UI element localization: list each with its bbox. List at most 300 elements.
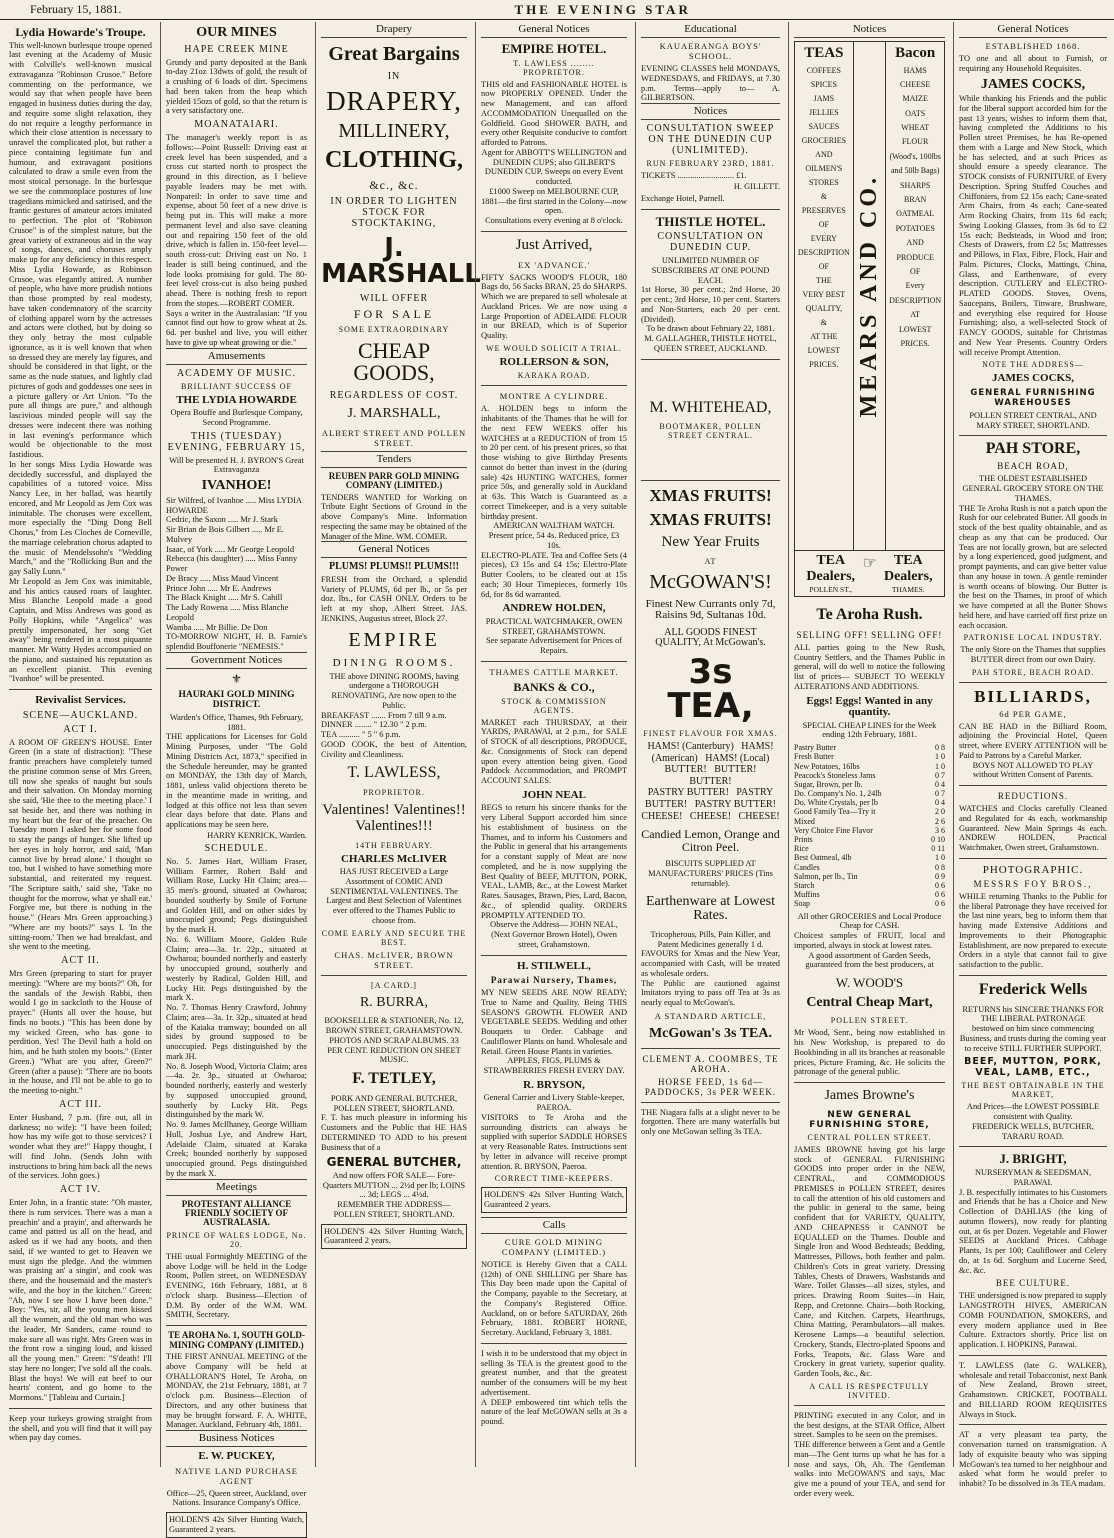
crest-icon: ⚜ [231, 671, 242, 686]
signature: H. GILLETT. [733, 181, 780, 191]
ad-text: THAMES. [891, 585, 925, 594]
ad-text: bestowed on him since commencing Business, and trusts during the coming year to receive STILL FURTHER SUPPORT. [959, 1024, 1109, 1053]
ad-text: FRESH from the Orchard, a splendid Variety of PLUMS, 6d per lb., or 5s per doz. lbs., for CASH ONLY. Orders to be left at my shop, Albert Street. JAS. JENKINS, Augustus street, Block 27. [321, 574, 470, 623]
act-label: ACT I. [63, 723, 98, 735]
advertiser-name: JAMES COCKS, [992, 372, 1074, 385]
goods-list-item: PRODUCE [896, 252, 934, 262]
ad-text: 14TH FEBRUARY. [355, 840, 433, 850]
ad-text: ESTABLISHED 1868. [985, 41, 1081, 51]
ad-text: BRILLIANT SUCCESS OF [181, 381, 292, 391]
ad-headline: GENERAL BUTCHER, [326, 1155, 462, 1170]
divider [959, 1424, 1107, 1425]
act-label: ACT III. [59, 1098, 102, 1110]
ad-text: THE OLDEST ESTABLISHED GENERAL GROCERY STORE ON THE THAMES. [962, 474, 1106, 503]
ad-text: MY NEW SEEDS ARE NOW READY; True to Name and Quality. Being THIS SEASON'S GROWTH. FLOWER AND VEGETABLE SEEDS. Wedding and other Bouquets to Order. Cabbage and Cauliflower Plants on hand. Wholesale and Retail. Green House Plants in varieties. [481, 988, 630, 1056]
price-item: Soap [794, 899, 810, 909]
ad-text: COME EARLY AND SECURE THE BEST. [321, 928, 467, 947]
ad-text: AT [704, 556, 717, 566]
goods-list-item: & [820, 191, 827, 201]
advertiser-name: Frederick Wells [978, 980, 1088, 998]
price-value: 0 8 [935, 862, 945, 872]
price-item: Fresh Butter [794, 752, 834, 762]
divider [959, 435, 1107, 436]
goods-list-item: AT [910, 310, 921, 320]
ad-headline: EMPIRE [348, 628, 440, 651]
divider [9, 689, 152, 690]
ad-text: J. B. respectfully intimates to his Customers and Friends that he has a Choice and New Collection of DAHLIAS (the king of autumn flowers), now ready for planting out, at 6s per Dozen. Vegetable and Flower SEEDS at Auckland Prices. Cabbage Plants, 1s per 100; Cauliflower and Celery do, at 1s 6d. Sorghum and Lucerne Seed, &c. &c. [959, 1187, 1110, 1275]
ad-text: And now offers FOR SALE— Fore-Quarters MUTTON ... 2½d per lb; LOINS ... 3d; LEGS ... 4½d. [322, 1170, 468, 1200]
ad-text: RETURNS his SINCERE THANKS FOR THE LIBERAL PATRONAGE [962, 1004, 1106, 1024]
notice-text: NOTICE is Hereby Given that a CALL (12th) of ONE SHILLING per Share has This Day been made upon the Capital of the Company, payable to the Secretary, at the Company's Registered Office. Auckland, on or before SATURDAY, 26th February, 1881. ROBERT HORNE, Secretary. Auckland, February 3, 1881. [481, 1259, 630, 1338]
ad-text: KARAKA ROAD. [517, 371, 591, 381]
ad-text: FIFTY SACKS WOOD'S FLOUR, 180 Bags do, 56 Sacks BRAN, 25 do SHARPS. Which we are prepared to sell wholesale at Auckland Prices. We are now using a Large Proportion of ADELAIDE FLOUR in our BREAD, which is of Superior Quality. [481, 272, 630, 341]
advertiser-name: JOHN NEAL [522, 788, 586, 801]
article-heading: Lydia Howarde's Troupe. [15, 25, 146, 39]
article-paragraph: Enter John, in a frantic state: "Oh master, there is rum services. There was a man a preachin' and a prayin', and afterwards he came and patted us all on the head, and asked us if we had any boots, and then said, if we wanted to get to Heaven we must sign the pledge. And the wimmen was praising an' a singin', and cook was there, and the housemaid and the master's wife, and the boy in the kitchen." Green: "Ah, now I see how I have been done." Boy: "Yes, sir, all the young men kissed all the women, and the old man who was the leader, Mr Sanders, came round to make sure all was right. Mrs Green was in the front row a singing loud, and kissed all the young men." Green: "S'death! I'll stay here no longer; I've sold all the coals. Blast the boys! We will eat beef to our hearts' content, and go home to the Mormons." [Tableau and Curtain.] [9, 1198, 155, 1403]
goods-list-item: AND [906, 238, 924, 248]
ad-text: Will be presented H. J. BYRON'S Great Extravaganza [169, 455, 306, 475]
tea-dealers-text: TEA Dealers, [883, 553, 933, 584]
article-paragraph: Mr Leopold as Jem Cox was inimitable, and his antics caused roars of laughter. Miss Blanche Leopold made a good Captain, and Miss Andrews was good as Polly Hopkins, while "Angelica" was prettily impersonated, her song "Get away" being rendered in a most piquante manner. Mr Watty Hydes accompanied on the piano, and sustained his reputation as an excellent pianist. This evening "Ivanhoe" will be presented. [9, 576, 155, 684]
price-row [794, 890, 945, 899]
price-row [794, 743, 945, 752]
tea-dealers-text: TEA Dealers, [806, 553, 856, 584]
price-item: Muffins [794, 890, 820, 900]
ad-text: BISCUITS SUPPLIED AT MANUFACTURERS' PRICES (Tins returnable). [648, 859, 776, 888]
ad-text: TICKETS ........................... £1. [641, 171, 747, 180]
divider [481, 231, 627, 232]
ad-headline: CONSULTATION ON DUNEDIN CUP. [657, 231, 764, 254]
ad-text: &c., &c. [369, 178, 419, 192]
price-item: Do. White Crystals, per lb [794, 798, 878, 808]
advertiser-name: H. STILWELL, [517, 959, 591, 972]
ad-text: ELECTRO-PLATE. Tea and Coffee Sets (4 pieces), £3 15s and £4 15s; Electro-Plate Butter Coolers, to be cleared out at 15s each; 30 Hour Timepieces, formerly 10s 6d, for 8s 6d warranted. [481, 550, 630, 599]
ad-headline: PLUMS! PLUMS!! PLUMS!!! [329, 561, 459, 573]
goods-list-item: JAMS [813, 93, 835, 103]
section-label: Tenders [321, 451, 467, 468]
ad-headline: EMPIRE HOTEL. [501, 41, 607, 56]
section-label: General Notices [481, 22, 627, 38]
goods-list-item: THE [816, 275, 832, 285]
notice-title: REUBEN PARR GOLD MINING COMPANY (LIMITED.) [328, 470, 460, 491]
divider [959, 858, 1107, 859]
ad-text: NOTE THE ADDRESS— [982, 360, 1084, 370]
goods-list-item: FLOUR [902, 137, 929, 147]
ad-text: THIS (TUESDAY) EVENING, FEBRUARY 15, [167, 430, 306, 453]
ad-text: THE above DINING ROOMS, having undergone a THOROUGH RENOVATING, Are now open to the Public. [329, 671, 461, 710]
divider [641, 1048, 780, 1049]
goods-list-item: PRESERVES [801, 205, 846, 215]
ad-text: VISITORS to Te Aroha and the surrounding districts can always be supplied with superior SADDLE HORSES at very Reasonable Rates. Instructions sent by letter in advance will receive prompt attention. R. BRYSON, Paeroa. [481, 1112, 630, 1171]
article-paragraph: The manager's weekly report is as follows:—Point Russell: Driving east at creek level has been suspended, and a cross cut started north to prospect the ground in this direction, as I believe payable leaders may be met with. Nonpareil: In order to save time and expense, about 50 feet of a new drive is being put in. This will make a more permanent level and also save cleaning out and repairing 150 feet of the old drive, which is fallen in. 150-feet level—south cross-cut: Driving east on No. 1 leader is still being continued, and the lode looks promising for gold. The 80-feet level cross-cut is also being pushed ahead. There is nothing fresh to report from the stopes.—ROBERT COMER. [166, 133, 310, 308]
price-item: Very Choice Fine Flavor [794, 825, 873, 835]
divider [481, 385, 627, 386]
ad-text: HAS JUST RECEIVED a Large Assortment of COMIC AND SENTIMENTAL VALENTINES. The Largest and Best Selection of Valentines ever offered to the Thames Public to choose from. [326, 867, 464, 925]
advertiser-name: JAMES COCKS, [980, 76, 1086, 92]
ad-text: AMERICAN WALTHAM WATCH. Present price, 54 4s. Reduced price, £3 10s. [488, 521, 622, 550]
notice-text: THE applications for Licenses for Gold Mining Purposes, under "The Gold Mining Districts Act, 1873," specified in the Schedule hereunder, may be granted on MONDAY, the 13th day of March, 1881, unless valid objections thereto be in the meantime made in writing, and lodged at this office not less than seven clear days before that date. Plans and applications may be seen here. [166, 732, 310, 830]
issue-date: February 15, 1881. [30, 2, 122, 16]
ad-headline: BEE CULTURE. [995, 1278, 1071, 1289]
ad-text: Choicest samples of FRUIT, local and imported, always in stock at lowest rates. [794, 931, 948, 950]
ad-text: PHOTOS AND SCRAP ALBUMS. 33 PER CENT. REDUCTION ON SHEET MUSIC. [327, 1035, 463, 1065]
newspaper-title: THE EVENING STAR [514, 1, 691, 17]
ad-text: THE BEST OBTAINABLE IN THE MARKET, [961, 1081, 1105, 1100]
price-row [794, 817, 945, 826]
ad-headline: MONTRE A CYLINDRE. [499, 391, 609, 402]
price-value: 0 7 [935, 770, 945, 780]
mears-name: MEARS AND CO. [856, 174, 882, 418]
price-value: 0 6 [935, 899, 945, 909]
article-paragraph: Grundy and party deposited at the Bank to-day 21oz 13dwts of gold, the result of a crushing of 6 loads of dirt. Specimens had been taken from the heap which yielded 15ozs of gold, so that the return is a very satisfactory one. [166, 57, 310, 116]
ad-headline: DRAPERY, [326, 86, 462, 116]
ad-text: The only Store on the Thames that supplies BUTTER direct from our own Dairy. [960, 645, 1108, 665]
advertiser-name: MESSRS FOY BROS., [973, 878, 1093, 889]
ad-headline: New Year Fruits [661, 534, 760, 551]
ad-text: £1000 Sweep on MELBOURNE CUP, 1881—the first started in the Colony—now open. [481, 186, 630, 216]
divider [959, 975, 1107, 976]
price-item: Best Oatmeal, 4lb [794, 853, 852, 863]
goods-list-item: SPICES [810, 79, 837, 89]
divider [959, 682, 1107, 683]
notice-text: EVENING CLASSES held MONDAYS, WEDNESDAYS, and FRIDAYS, at 7.30 p.m. Terms—apply to— A. GILBERTSON. [641, 64, 783, 103]
ad-headline: BILLIARDS, [974, 686, 1092, 706]
price-value: 1 0 [935, 761, 945, 771]
price-row [794, 807, 945, 816]
ad-text: GOOD COOK, the best of Attention, Civility and Cleanliness. [321, 739, 470, 759]
ad-headline: McGowan's 3s TEA. [648, 1025, 773, 1041]
price-value: 0 9 [935, 871, 945, 881]
price-row [794, 844, 945, 853]
ad-headline: Just Arrived, [515, 236, 593, 253]
column-3 [315, 22, 481, 1467]
ad-text: WHILE returning Thanks to the Public for the liberal Patronage they have received for the last nine years, beg to inform them that having made Extensive Additions and Improvements to their Photographic Establishment, are now prepared to execute Orders in a style that cannot fail to give satisfaction to the public. [959, 891, 1110, 970]
ad-headline: CORRECT TIME-KEEPERS. [494, 1174, 614, 1184]
price-value: 0 8 [935, 743, 945, 753]
price-value: 3 6 [935, 825, 945, 835]
ad-text: Agent for ABBOTT'S WELLINGTON and DUNEDIN CUPS; also GILBERT'S DUNEDIN CUP. Sweeps on every Event conducted. [481, 147, 629, 187]
goods-list-item: OF [818, 261, 829, 271]
ad-text: PASTRY BUTTER! PASTRY BUTTER! PASTRY BUTTER! [645, 787, 776, 810]
notice-title: PROTESTANT ALLIANCE FRIENDLY SOCIETY OF AUSTRALASIA. [181, 1198, 292, 1228]
ad-text: Finest New Currants only 7d, Raisins 9d, Sultanas 10d. [645, 597, 776, 622]
ad-text: TO-MORROW NIGHT, H. B. Farnie's splendid Bouffonerie "NEMESIS." [166, 632, 310, 652]
ad-headline: XMAS FRUITS! [649, 486, 772, 506]
ad-text: POLLEN STREET. [830, 1016, 909, 1026]
ad-text: IN ORDER TO LIGHTEN STOCK FOR STOCKTAKING, [330, 196, 458, 229]
advertiser-name: CHARLES McLIVER [340, 852, 448, 865]
ad-text: I wish it to be understood that my object in selling 3s TEA is the greatest good to the greatest number, and that the greatest number of the consumers will be my best advertisement. [481, 1348, 630, 1397]
advertiser-name: T. LAWLESS, [347, 764, 441, 782]
goods-list-item: POTATOES [895, 223, 935, 233]
ad-headline: BEEF, MUTTON, PORK, VEAL, LAMB, ETC., [964, 1056, 1102, 1079]
ad-headline: THAMES CATTLE MARKET. [489, 666, 619, 677]
article-paragraph: Mrs Green (preparing to start for prayer meeting): "Where are my boots?" Oh, for the sandals of the Jewish Rabbi, then would I go in sackcloth to the House of prayer." (Hunts all over the house, but finds no boots.) "This has been done by my wicked Green, who has gone to perdition. Yes! The Devil hath a hold on him, and he hath stolen my boots." (Enter Green.) "What are you after, Green?" Green (after a pause): "There are no boots in the house, and I'll not be able to go to the meeting to-night." [9, 969, 155, 1096]
troupe-name: THE LYDIA HOWARDE [176, 393, 297, 406]
goods-list-item: GROCERIES [801, 135, 847, 145]
advertiser-name: M. WHITEHEAD, [649, 398, 772, 416]
notice-title: HAURAKI GOLD MINING DISTRICT. [178, 689, 295, 710]
ad-text: All other GROCERIES and Local Produce Cheap for CASH. [797, 911, 944, 931]
goods-list-item: PRICES. [900, 338, 930, 348]
goods-list-item: SHARPS [900, 180, 931, 190]
venue-title: ACADEMY OF MUSIC. [176, 367, 297, 379]
ad-text: MARKET each THURSDAY, at their YARDS, PARAWAI, at 2 p.m., for SALE of STOCK of all descriptions, PRODUCE, &c. Consignments of Stock can depend upon every attention being given. Good Paddock Accommodation, and PROMPT ACCOUNT SALES. [481, 717, 630, 786]
advertiser-name: R. BURRA, [359, 994, 429, 1010]
advertiser-name: CLEMENT A. COOMBES, TE AROHA. [642, 1053, 779, 1074]
ad-text: TO one and all about to Furnish, or requiring any Household Requisites. [959, 54, 1110, 73]
ad-headline: Eggs! Eggs! Wanted in any quantity. [806, 694, 933, 719]
price-item: Peacock's Stoneless Jams [794, 770, 876, 780]
column-2 [160, 22, 312, 1534]
goods-list-item: SAUCES [808, 121, 840, 131]
price-item: New Potatoes, 16lbs [794, 761, 860, 771]
goods-list-item: BRAN [904, 195, 927, 205]
ad-text: Consultations every evening at 8 o'clock. [485, 216, 623, 226]
ad-headline: PHOTOGRAPHIC. [982, 863, 1084, 876]
divider [481, 661, 627, 662]
ad-text: APPLES, FIGS, PLUMS & STRAWBERRIES FRESH EVERY DAY. [483, 1056, 625, 1076]
ad-text: THE undersigned is now prepared to supply LANGSTROTH HIVES, AMERICAN COMB FOUNDATION, SMOKERS, and every modern appliance used in Bee Culture. Extractors shortly. Price list on application. I. HOPKINS, Parawai. [959, 1291, 1110, 1350]
advertiser-name: PAH STORE, [985, 440, 1081, 458]
section-label: General Notices [321, 541, 467, 558]
ad-text: PRINTING executed in any Color, and in the best designs, at the STAR Office, Albert street. Samples to be seen on the premises. [794, 1410, 948, 1440]
ad-headline: MILLINERY, [338, 120, 450, 142]
act-label: ACT IV. [59, 1184, 102, 1196]
section-label: Business Notices [166, 1430, 307, 1447]
article-paragraph: Says a writer in the Australasian: "If you cannot find out how to grow wheat at 2s. 6d. per bushel and live, you will either have to give up wheat growing or die." [166, 308, 310, 347]
ad-text: Candied Lemon, Orange and Citron Peel. [641, 827, 780, 854]
ad-text: ALL parties going to the New Rush, Country Settlers, and the Thames Public in general, will do well to notice the following list of prices— SUBJECT TO WEEKLY ALTERATIONS AND ADDITIONS. [794, 642, 948, 691]
ad-text: Observe the Address— JOHN NEAL, (Next Governor Brown Hotel), Owen street, Grahamstown. [490, 920, 620, 949]
goods-list-item: PRICES. [809, 359, 839, 369]
ad-text: The Public are cautioned against Imitators trying to pass off Tea at 3s as nearly equal to McGowan's. [641, 978, 783, 1008]
goods-list-item: WHEAT [901, 123, 930, 133]
price-value: 0 11 [931, 844, 945, 854]
ad-text: ALBERT STREET AND POLLEN STREET. [321, 427, 467, 448]
goods-list-item: EVERY [810, 233, 837, 243]
article-paragraph: Enter Husband, 7 p.m. (fire out, all in darkness; no wife): "I have been foiled; how has my wife got to those services? I wonder what they are!" Happy thought, I will find John. (Sends John with instructions to bring him back all the news of the services. John goes.) [9, 1112, 155, 1181]
notice-title: KAUAERANGA BOYS' SCHOOL. [659, 41, 762, 61]
price-row [794, 780, 945, 789]
ad-text: While thanking his Friends and the public for the liberal support accorded him for the past 13 years, wishes to inform them that, having completed the Additions to his Pollen street Premises, he has Re-opened them with a Large and New Stock, which he has selected, and at such Prices as should ensure a speedy clearance. The STOCK consists of FURNITURE of Every Description. Spring Stuffed Couches and Chiffoniers, from £2 15s each; Cane-seated Arm Chairs, from 4s each; Cane-seated Arm Rocking Chairs, from 11s 6d each; Swing Looking Glasses, from 3s 6d to £2 15s each; Bedsteads, in Wood and Iron; Chests of Drawers, from £2 5s; Mattresses and Pillows, in Flax, Fibre, Flock, Hair and Palm. Pictures, Clocks, Mattings, China, Glass, and Earthenware, of every description. CUTLERY and ELECTRO-PLATED GOODS. Stoves, Ovens, Saucepans, Boilers, Tinware, Brushware, and everything else required for House Furnishing; also, a well-selected Stock of FANCY GOODS, suitable for Christmas and New Year Presents. Country Orders will receive Prompt Attention. [959, 94, 1110, 357]
price-value: 2 6 [935, 816, 945, 826]
goods-list-item: STORES [809, 177, 839, 187]
schedule-label: SCHEDULE. [204, 842, 269, 854]
section-label: Meetings [166, 1179, 307, 1196]
ad-text: BOYS NOT ALLOWED TO PLAY without Written Consent of Parents. [972, 760, 1096, 780]
price-value: 2 0 [935, 807, 945, 817]
ad-text: WE WOULD SOLICIT A TRIAL. [486, 343, 622, 353]
mine-name: HAPE CREEK MINE [184, 43, 289, 55]
column-1 [4, 22, 157, 1467]
ad-text: T. LAWLESS ........ PROPRIETOR. [513, 58, 595, 77]
goods-list-item: HAMS [903, 65, 927, 75]
ad-text: FOR SALE [353, 307, 435, 321]
section-label: Drapery [321, 22, 467, 38]
divider [959, 1146, 1107, 1147]
divider [794, 1082, 945, 1083]
ad-headline: Earthenware at Lowest Rates. [645, 893, 776, 924]
price-row [794, 762, 945, 771]
tea-dealers-row [794, 551, 945, 597]
goods-list-item: OATS [905, 108, 926, 118]
act-label: ACT II. [61, 955, 100, 967]
price-value: 0 6 [935, 890, 945, 900]
ad-text: THE Niagara falls at a slight never to be forgotten. There are many waterfalls but only one McGowan selling 3s TEA. [641, 1107, 783, 1137]
mears-advert [794, 41, 945, 551]
notice-title: CURE GOLD MINING COMPANY (LIMITED.) [501, 1236, 607, 1257]
price-value: 1 0 [935, 752, 945, 762]
ad-text: RUN FEBRUARY 23RD, 1881. [646, 159, 775, 168]
ad-text: ALL GOODS FINEST QUALITY, At McGowan's. [655, 626, 766, 649]
goods-list-item: DESCRIPTION [889, 295, 942, 305]
ad-text: CHEESE! CHEESE! CHEESE! [641, 810, 780, 822]
divider [794, 1405, 945, 1406]
goods-list-item: OATMEAL [896, 209, 935, 219]
ad-text: BOOKSELLER & STATIONER, No. 12, BROWN STREET, GRAHAMSTOWN. [324, 1016, 466, 1036]
divider [959, 785, 1107, 786]
advertiser-name: McGOWAN'S! [649, 570, 772, 593]
column-4 [475, 22, 632, 1467]
ad-headline: NEW GENERAL FURNISHING STORE, [809, 1109, 930, 1130]
ad-text: See separate Advertisement for Prices of Repairs. [485, 636, 625, 656]
ad-text: SPECIAL CHEAP LINES for the Week ending 12th February, 1881. [802, 720, 939, 740]
ad-text: CHAS. McLIVER, BROWN STREET. [334, 949, 454, 970]
divider [641, 209, 780, 210]
ad-text: PORK AND GENERAL BUTCHER, POLLEN STREET, SHORTLAND. [330, 1093, 460, 1113]
notice-text: THE FIRST ANNUAL MEETING of the above Company will be held at O'HALLORAN'S Hotel, Te Aroha, on MONDAY, the 21st February, 1881, at 7 o'clock p.m. Business—Election of Directors, and any other business that may be brought forward. F. A. WHITE, Manager. Auckland, February 4th, 1881. [166, 1352, 310, 1430]
notice-text: TENDERS WANTED for Working on Tribute Eight Sections of Ground in the above Company's Mine. Information respecting the same may be obtained of the Manager of the Mine. WM. COMER. [321, 492, 470, 541]
price-item: Mixed [794, 816, 815, 826]
goods-list-item: (Wood's, 100lbs [889, 151, 941, 161]
column-7 [953, 22, 1112, 1489]
ad-headline: CHEAP GOODS, [353, 338, 435, 385]
advertiser-name: ROLLERSON & SON, [499, 355, 609, 368]
ad-text: SELLING OFF! SELLING OFF! [796, 629, 943, 640]
ad-text: Warden's Office, Thames, 9th February, 1881. [169, 712, 306, 732]
ad-text: WATCHES and Clocks carefully Cleaned and Regulated for 4s each, workmanship Guaranteed. New Main Springs 4s each. ANDREW HOLDEN, Practical Watchmaker, Owen street, Grahamstown. [959, 804, 1110, 853]
price-item: Rice [794, 844, 809, 854]
ad-headline: Te Aroha Rush. [816, 606, 923, 623]
column-5 [635, 22, 785, 1467]
ad-text: WILL OFFER [359, 293, 429, 304]
price-item: Do. Company's No. 1, 24lb [794, 789, 882, 799]
advertiser-name: J. MARSHALL, [347, 406, 441, 421]
ad-text: F. T. has much pleasure in informing his Customers and the Public that HE HAS DETERMINED TO ADD to his present Business that of a [321, 1113, 470, 1152]
article-paragraph: In her songs Miss Lydia Howarde was decidedly successful, and displayed the capabilities of a tutored voice. Miss Nancy Lee, in her ballad, was heartily encored, and Mr Leopold as Jem Cox was inimitable. The choruses were excellent, more especially the "Ding Dong Bell Chorus," from Les Cloches de Corneville, the marriage celebration chorus adapted to the music of Mendelssohn's "Wedding March," and the "Rollicking Bun and the gay Sally Lunn." [9, 459, 155, 577]
goods-list-item: AND [815, 149, 833, 159]
divider [166, 1325, 307, 1326]
ad-text: To be drawn about February 22, 1881. [646, 324, 775, 334]
ad-headline: DINING ROOMS. [332, 656, 456, 669]
goods-list-right [886, 42, 944, 550]
goods-list-item: MAIZE [902, 94, 928, 104]
scene-label: SCENE—AUCKLAND. [22, 709, 139, 721]
section-label: General Notices [959, 22, 1107, 38]
notice-title: TE AROHA No. 1, SOUTH GOLD-MINING COMPANY (LIMITED.) [168, 1330, 305, 1350]
ad-headline: PATRONISE LOCAL INDUSTRY. [963, 633, 1103, 643]
price-row [794, 752, 945, 761]
price-value: 0 6 [935, 880, 945, 890]
goods-list-item: OF [818, 219, 829, 229]
article-paragraph: A ROOM OF GREEN'S HOUSE. Enter Green (in a state of distraction): "These frantic preachers have completely turned the pristine common sense of Mrs Green, till now she speaks of naught but souls and their salvation. On Monday morning she said, 'Hie thee to the meeting place.' I sat beside her, and there was nothing in my heart but the fear of the preacher. On Tuesday morn I asked her for some food to stay the pangs of hunger. She lifted up her eyes in holy horror, and said, 'Man cannot live by bread alone.' I thought so too, but I wished to have something more substantial, and reiterated my request. 'The Scripture saith,' said she, 'Take no thought for the morrow, what ye shall eat.' Forgive me, but there is nothing in the house." (Hears Mrs Green approaching.) "Where are my boots?" says I. 'In the sitting-room.' Then we had breakfast, and she went to the meeting. [9, 737, 155, 952]
ad-text: JAMES BROWNE having got his large stock of GENERAL FURNISHING GOODS into proper order in the NEW, CENTRAL, and COMMODIOUS PREMISES in POLLEN STREET, desires to call the attention of his old customers and the public in general to the same, being confident that for VARIETY, QUALITY, AND CHEAPNESS it CANNOT be EQUALLED on the Thames. Double and Single Iron and Wood Bedsteads; Bedding, Mattresses, Pillows, both feather and palm. Children's Cots in great variety. Dressing Tables, Chests of Drawers, Washstands and Ware. Toilet Glasses—all sizes, styles, and prices. Drawing Room Suites—in Hair, Repp, and Cretonne. Chairs—both Rocking, Cane, and Kitchen. Carpets, Hearthrugs, China Matting, Perambulators—all makes. Kerosene Lamps—a beautiful selection. Crockery, Stands, Electro-plated Spoons and Forks, Teapots, &c. Glass Ware and Crockery in great variety, superior quality. Garden Tools, &c., &c. [794, 1144, 948, 1379]
price-row [794, 771, 945, 780]
ad-text: CENTRAL POLLEN STREET. [807, 1132, 932, 1142]
goods-list-item: LOWEST [898, 324, 932, 334]
article-heading: Revivalist Services. [35, 694, 126, 707]
goods-list-item: OILMEN'S [805, 163, 843, 173]
goods-list-item: COFFEES [806, 65, 841, 75]
ad-headline: CLOTHING, [324, 147, 464, 173]
section-label: Government Notices [166, 652, 307, 669]
advertiser-name: E. W. PUCKEY, [198, 1450, 275, 1463]
ad-text: Parawai Nursery, Thames, [490, 975, 618, 986]
price-row [794, 899, 945, 908]
goods-list-item: CHEESE [900, 79, 931, 89]
ad-text: HOLDEN'S 42s Silver Hunting Watch, Guaranteed 2 years. [321, 1224, 467, 1250]
ad-text: PAH STORE, BEACH ROAD. [971, 667, 1095, 677]
tea-dealers-right [877, 553, 940, 594]
ad-headline: Valentines! Valentines!! Valentines!!! [322, 802, 466, 834]
ad-text: AT a very pleasant tea party, the conversation turned on transmigration. A lady of exquisite beauty who was sipping McGowan's tea turned to her neighbour and asked what form he would prefer to inhabit? To be dissolved in 3s TEA madam. [959, 1430, 1110, 1489]
meal-times: BREAKFAST ....... From 7 till 9 a.m. DINNER ........ " 12.30 " 2 p.m. TEA .......... " 5 " 6 p.m. [321, 710, 447, 740]
ad-text: General Carrier and Livery Stable-keeper, PAEROA. [483, 1093, 627, 1113]
ad-text: HAMS! (Canterbury) HAMS! (American) HAMS! (Local) [647, 740, 777, 764]
advertiser-name: F. TETLEY, [352, 1070, 436, 1088]
price-value: 1 0 [935, 853, 945, 863]
ad-text: CAN BE HAD in the Billiard Room, adjoining the Provincial Hotel, Queen street, where EVERY ATTENTION will be Paid to Patrons by a Careful Marker. [959, 721, 1110, 760]
filler-paragraph: Keep your turkeys growing straight from the shell, and you will find that it will pay when pay day comes. [9, 1413, 155, 1443]
ad-text: HORSE FEED, 1s 6d—PADDOCKS, 3s PER WEEK. [644, 1076, 777, 1097]
ad-headline: GENERAL FURNISHING WAREHOUSES [970, 387, 1096, 408]
divider [641, 1102, 780, 1103]
ad-text: And Prices—the LOWEST POSSIBLE consistent with Quality. [966, 1102, 1102, 1122]
ad-text: A. HOLDEN begs to inform the inhabitants of the Thames that he will for the next FEW WEEKS offer his WATCHES at a REDUCTION of from 15 to 20 per cent. of his present prices, so that those wishing to give Birthday Presents cannot do better than invest in the (during sale) 42s HUNTING WATCHES, former price 50s, and generally sold in Auckland at 63s. This Watch is Guaranteed as a correct Timekeeper, and is a very suitable birthday present. [481, 404, 630, 521]
price-row [794, 826, 945, 835]
cast-list: Sir Wilfred, of Ivanhoe ..... Miss LYDIA HOWARDE Cedric, the Saxon ..... Mr J. Stark Sir Brian de Bois Gilbert ..... Mr E. Mulvey Isaac, of York ..... Mr George Leopold Rebecca (his daughter) ..... Miss Fanny Power De Bracy ..... Miss Maud Vincent Prince John ..... Mr E. Andrews The Black Knight ..... Mr S. Cahill The Lady Rowena ..... Miss Blanche Leopold Wamba ..... Mr Billie. De Don [166, 495, 302, 632]
divider [641, 480, 780, 481]
goods-list-item: VERY BEST [802, 289, 846, 299]
ad-text: POLLEN STREET CENTRAL, AND MARY STREET, SHORTLAND. [969, 410, 1099, 430]
ad-text: THE difference between a Gent and a Gentle man—The Gent turns up what he has for a nose and says, Oh, Ah. The Gentleman walks into McGOWAN'S and says, Mac give me a pound of your TEA, and send for order every week. [794, 1440, 948, 1498]
ad-headline: REDUCTIONS. [997, 791, 1069, 802]
ad-text: BOOTMAKER, POLLEN STREET CENTRAL. [659, 422, 762, 441]
divider [9, 1408, 152, 1409]
divider [481, 1343, 627, 1344]
price-row [794, 853, 945, 862]
price-item: Prints [794, 835, 813, 845]
lodge-name: PRINCE OF WALES LODGE, No. 20. [166, 1230, 307, 1249]
ad-text: BEACH ROAD, [997, 461, 1069, 472]
goods-list-item: AT THE [810, 331, 838, 341]
price-row [794, 798, 945, 807]
ad-text: FINEST FLAVOUR FOR XMAS. [643, 728, 778, 738]
ad-text: FAVOURS for Xmas and the New Year, accompanied with Cash, will be treated as wholesale orders. [641, 949, 783, 978]
price-value: 0 4 [935, 798, 945, 808]
divider [959, 1355, 1107, 1356]
price-item: Starch [794, 880, 815, 890]
price-item: Good Family Tea—Try it [794, 807, 876, 817]
price-row [794, 863, 945, 872]
price-item: Salmon, per lb., Tin [794, 871, 858, 881]
article-paragraph: This well-known burlesque troupe opened last evening at the Academy of Music with Colville's well-known musical extravaganza "Robinson Crusoe." Before commenting on the performance, we would say that when people have been engaged in business duties during the day, and require some slight relaxation, they do not require a lengthy performance in which their close attention is necessary to unravel the complicated plot, but rather a piece containing legitimate fun and humour, and extravagant positions calculated to draw a smile even from the most stoical personage. In the burlesque we see the commonplace postures of low tragedians mimicked and satirised, and the frantic gestures of amateur actors imitated to perfection. The plot of "Robinson Crusoe" is of the simplest nature, but the great variety of extraneous aid in the way of songs, dances, and choruses amply make up for any deficiency in this respect. Miss Lydia Howarde, as Robinson Crusoe, was elegantly attired. A number of people, who have more prudish notions than those prompted by real modesty, have taken condemnatory of the scarcity of clothing apparel worn by the actresses and actors were clothed, but by doing so they only betray the most culpable ignorance, as it is well known that when so dressed they are merely lay figures, and should be considered in that light, or the same as the nude statues, and lightly clad pictures of gods and goddesses one sees in a picture gallery or Art Union. "To the pure all things are pure," and although lascivious minded people will say the dresses were indecent there was nothing in last evening's performance which would be objectionable to the most fastidious. [9, 40, 155, 460]
advertiser-name: BANKS & CO., [513, 679, 595, 694]
goods-list-item: Every [905, 281, 925, 291]
ad-text: Opera Bouffe and Burlesque Company, Second Programme. [170, 408, 305, 427]
advertiser-name: J. BRIGHT, [999, 1151, 1067, 1167]
